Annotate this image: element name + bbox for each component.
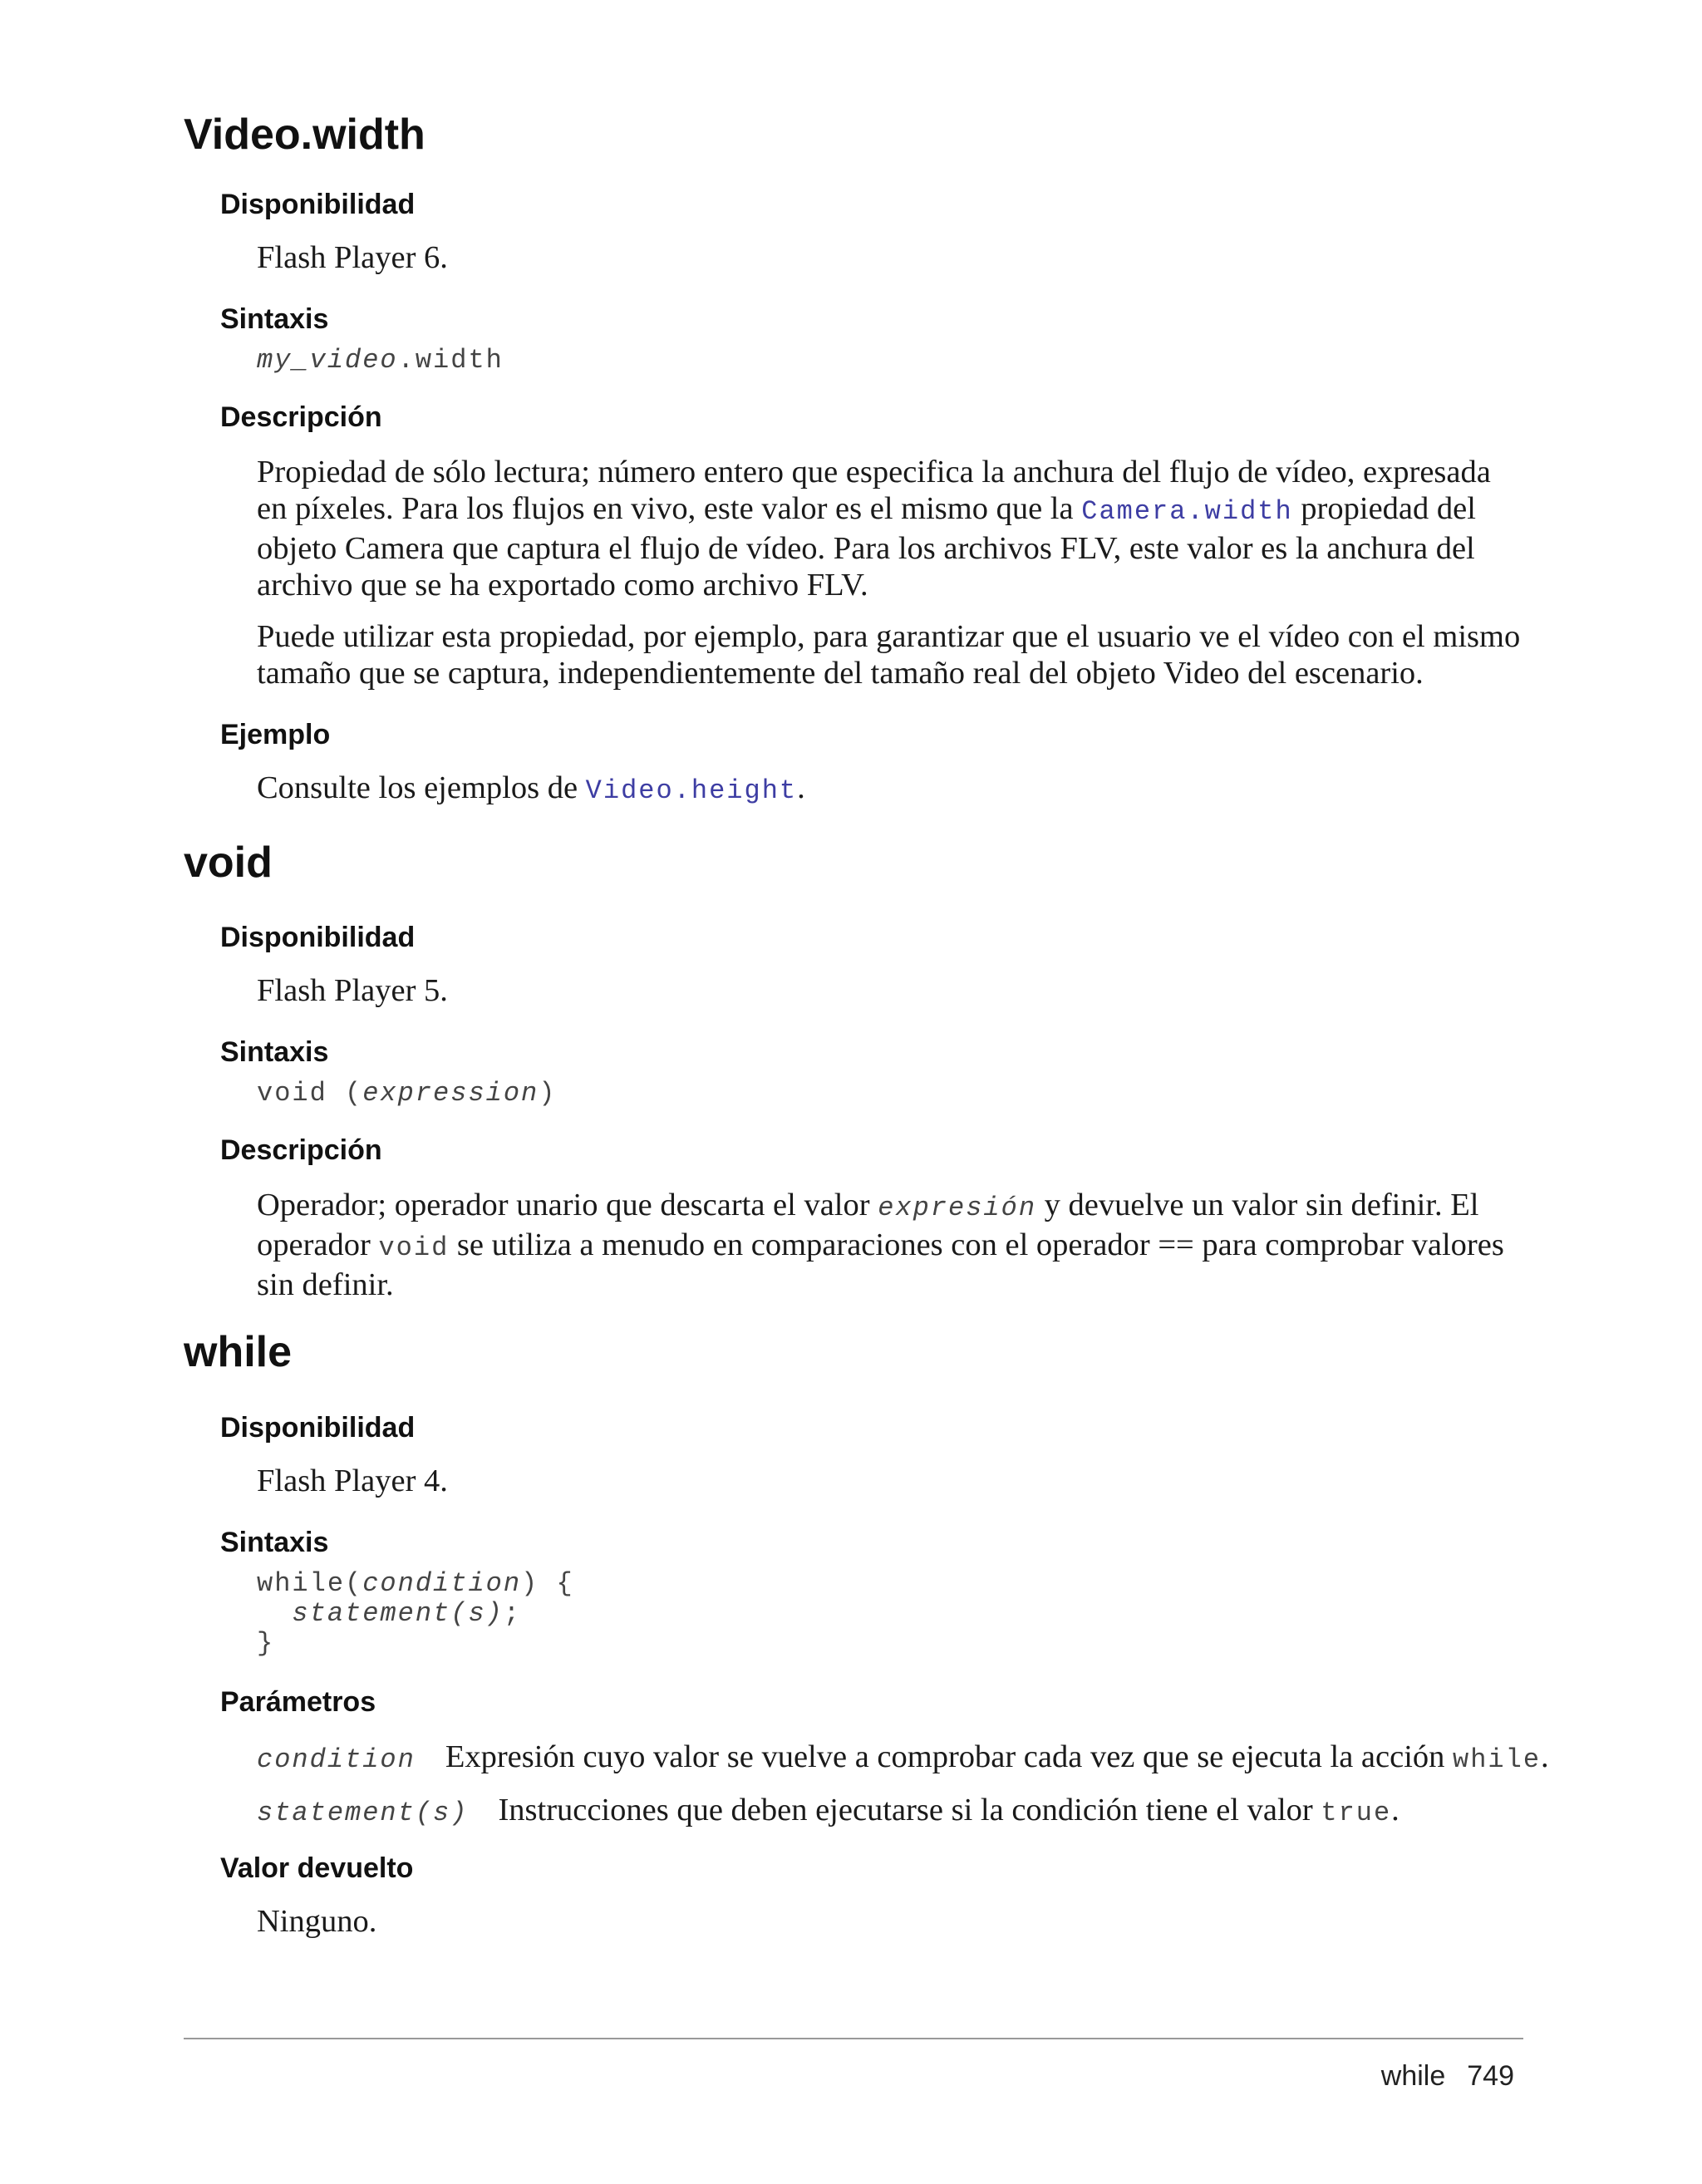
- heading-availability: Disponibilidad: [220, 1412, 416, 1444]
- heading-availability: Disponibilidad: [220, 922, 416, 953]
- availability-text: Flash Player 4.: [257, 1463, 448, 1498]
- heading-parameters: Parámetros: [220, 1686, 376, 1718]
- heading-return-value: Valor devuelto: [220, 1852, 414, 1884]
- description-paragraph: Puede utilizar esta propiedad, por ejemplo, para garantizar que el usuario ve el vídeo con el mismo tamaño que se captura, independientemente del tamaño real del objeto Video del escenario.: [257, 619, 1521, 691]
- page-footer: [1381, 2059, 1514, 2093]
- parameter-row: condition Expresión cuyo valor se vuelve a comprobar cada vez que se ejecuta la acción while.: [257, 1739, 1549, 1775]
- description-paragraph: Operador; operador unario que descarta el valor expresión y devuelve un valor sin definir. El operador void se utiliza a menudo en comparaciones con el operador == para comprobar valores sin definir.: [257, 1188, 1504, 1302]
- entry-title-void: void: [184, 839, 273, 887]
- heading-example: Ejemplo: [220, 719, 331, 750]
- heading-syntax: Sintaxis: [220, 1036, 329, 1068]
- heading-syntax: Sintaxis: [220, 303, 329, 335]
- heading-syntax: Sintaxis: [220, 1527, 329, 1558]
- return-value-text: Ninguno.: [257, 1904, 377, 1939]
- parameter-row: statement(s) Instrucciones que deben ejecutarse si la condición tiene el valor true.: [257, 1793, 1399, 1828]
- parameter-name: condition: [257, 1744, 416, 1775]
- heading-availability: Disponibilidad: [220, 189, 416, 220]
- example-text: Consulte los ejemplos de Video.height.: [257, 770, 805, 806]
- parameter-name: statement(s): [257, 1798, 469, 1828]
- availability-text: Flash Player 5.: [257, 973, 448, 1008]
- heading-description: Descripción: [220, 401, 382, 433]
- syntax-code-block: while(condition) { statement(s); }: [257, 1568, 574, 1659]
- description-paragraph: Propiedad de sólo lectura; número entero que especifica la anchura del flujo de vídeo, expresada en píxeles. Para los flujos en vivo, este valor es el mismo que la Camera.width propiedad del objeto Camera que captura el flujo de vídeo. Para los archivos FLV, este valor es la anchura del archivo que se ha exportado como archivo FLV.: [257, 455, 1491, 603]
- entry-title-while: while: [184, 1328, 293, 1376]
- syntax-code: void (expression): [257, 1078, 557, 1109]
- footer-section-name: while: [1380, 2060, 1446, 2092]
- footer-divider: [184, 2038, 1523, 2039]
- link-camera-width[interactable]: Camera.width: [1081, 496, 1293, 527]
- availability-text: Flash Player 6.: [257, 240, 448, 275]
- link-video-height[interactable]: Video.height: [585, 775, 798, 806]
- entry-title-video-width: Video.width: [184, 111, 426, 159]
- heading-description: Descripción: [220, 1134, 382, 1166]
- page-number: 749: [1467, 2060, 1514, 2092]
- syntax-code: my_video.width: [257, 345, 504, 376]
